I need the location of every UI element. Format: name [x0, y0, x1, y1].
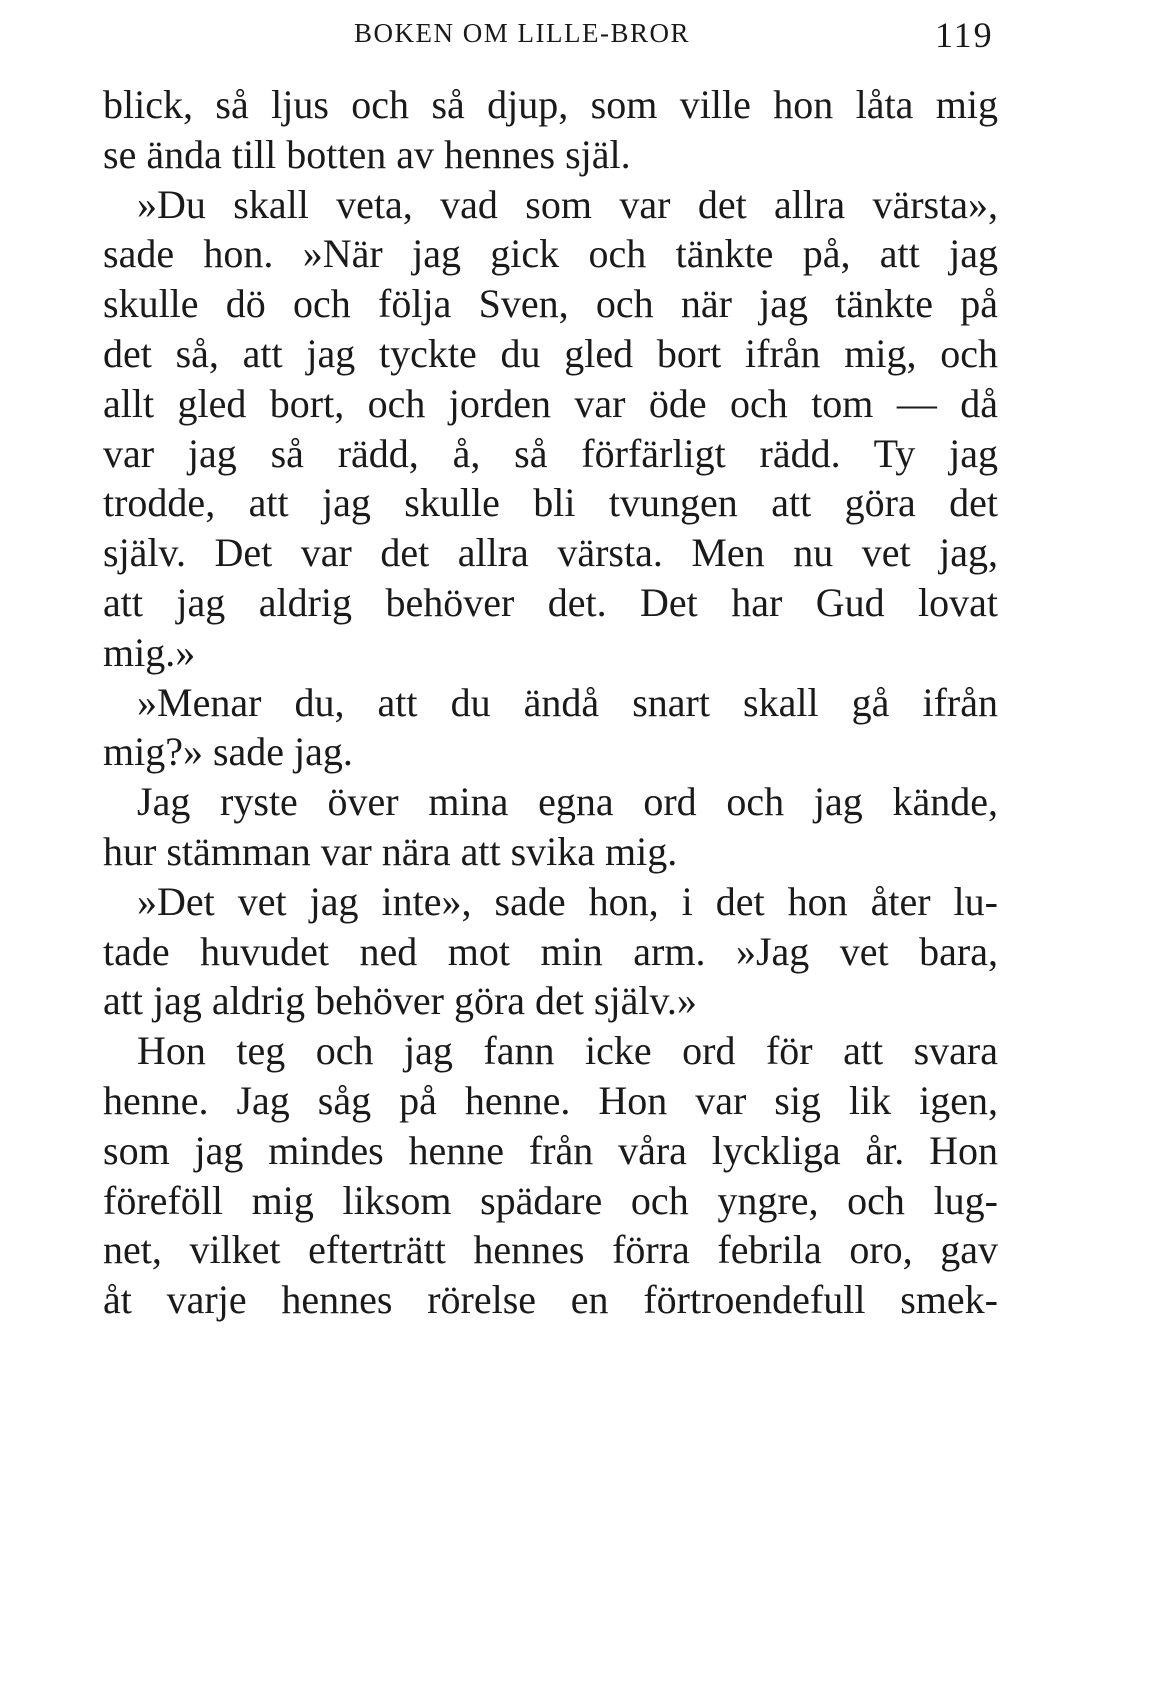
- text-line: åt varje hennes rörelse en förtroendefull smek-: [103, 1277, 998, 1323]
- text-line: »Du skall veta, vad som var det allra värsta»,: [137, 181, 998, 227]
- text-line: det så, att jag tyckte du gled bort ifrån mig, och: [103, 330, 998, 376]
- text-line: mig.»: [103, 629, 196, 675]
- text-line: henne. Jag såg på henne. Hon var sig lik igen,: [103, 1077, 998, 1123]
- text-line: mig?» sade jag.: [103, 729, 353, 775]
- text-line: att jag aldrig behöver göra det själv.»: [103, 978, 697, 1024]
- text-line: skulle dö och följa Sven, och när jag tänkte på: [103, 281, 998, 327]
- text-line: själv. Det var det allra värsta. Men nu vet jag,: [103, 530, 998, 576]
- text-line: trodde, att jag skulle bli tvungen att göra det: [103, 480, 998, 526]
- text-line: Hon teg och jag fann icke ord för att svara: [137, 1028, 998, 1074]
- page-header: [0, 15, 1168, 58]
- text-line: sade hon. »När jag gick och tänkte på, att jag: [103, 231, 998, 277]
- text-line: »Det vet jag inte», sade hon, i det hon åter lu-: [137, 878, 998, 924]
- body-text: [103, 80, 998, 1325]
- text-line: »Menar du, att du ändå snart skall gå ifrån: [137, 679, 998, 725]
- text-line: blick, så ljus och så djup, som ville hon låta mig: [103, 82, 998, 127]
- text-line: föreföll mig liksom spädare och yngre, och lug-: [103, 1177, 998, 1223]
- page-number: 119: [935, 15, 994, 55]
- text-line: hur stämman var nära att svika mig.: [103, 828, 678, 874]
- running-title: BOKEN OM LILLE-BROR: [354, 18, 690, 48]
- text-line: att jag aldrig behöver det. Det har Gud lovat: [103, 579, 998, 625]
- text-line: var jag så rädd, å, så förfärligt rädd. Ty jag: [103, 430, 998, 476]
- text-line: net, vilket efterträtt hennes förra febrila oro, gav: [103, 1227, 998, 1273]
- text-line: se ända till botten av hennes själ.: [103, 131, 631, 177]
- text-line: som jag mindes henne från våra lyckliga år. Hon: [103, 1127, 998, 1173]
- text-line: tade huvudet ned mot min arm. »Jag vet bara,: [103, 928, 998, 974]
- text-line: allt gled bort, och jorden var öde och tom — då: [103, 380, 998, 426]
- text-line: Jag ryste över mina egna ord och jag kände,: [137, 779, 998, 825]
